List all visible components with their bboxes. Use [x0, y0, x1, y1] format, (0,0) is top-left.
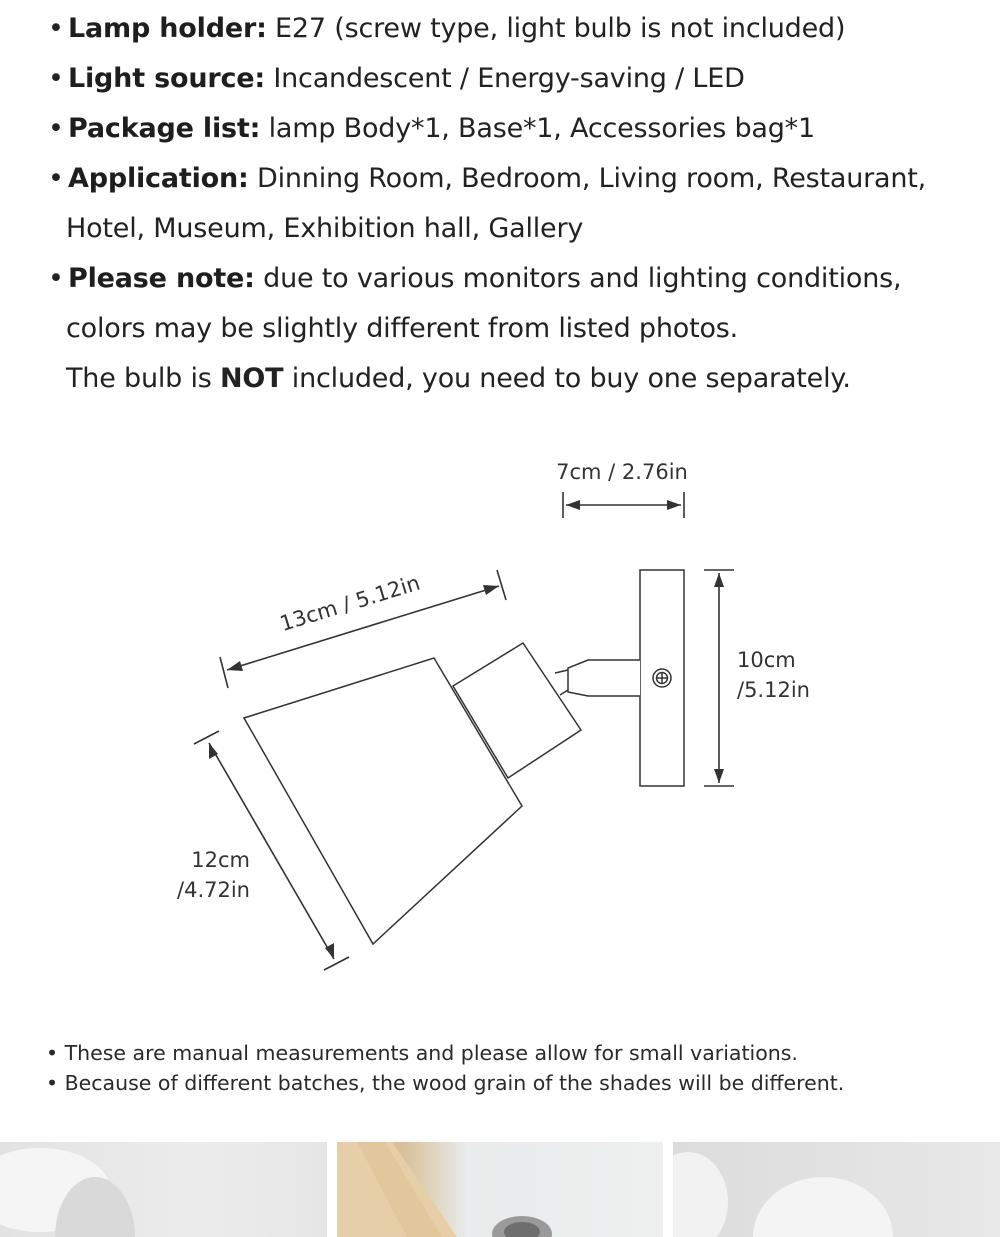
photo-content	[337, 1142, 663, 1237]
dimension-tick	[497, 570, 506, 600]
spec-value: lamp Body*1, Base*1, Accessories bag*1	[260, 113, 815, 144]
shade-height-label-in: /4.72in	[177, 878, 250, 902]
bulb-note-emphasis: NOT	[220, 363, 284, 394]
screw-icon	[653, 669, 671, 687]
lamp-arm-connector-detail	[555, 670, 568, 673]
spec-value: E27 (screw type, light bulb is not included)	[266, 13, 846, 44]
spec-value-continued: Hotel, Museum, Exhibition hall, Gallery	[66, 213, 584, 244]
product-photo-strip	[0, 1142, 1000, 1237]
bullet-icon: •	[48, 63, 64, 94]
note-line-wood-grain: • Because of different batches, the wood grain of the shades will be different.	[46, 1071, 845, 1095]
base-width-dimension	[563, 492, 684, 518]
product-photo	[337, 1142, 663, 1237]
spec-label: Please note:	[68, 263, 255, 294]
spec-label: Package list:	[68, 113, 261, 144]
bullet-icon: •	[46, 1041, 65, 1065]
bulb-note-pre: The bulb is	[66, 363, 221, 394]
spec-value: Incandescent / Energy-saving / LED	[265, 63, 745, 94]
spec-package-list	[48, 104, 988, 154]
note-line-measurements: • These are manual measurements and please allow for small variations.	[46, 1041, 798, 1065]
spec-application-continued	[48, 204, 988, 254]
lamp-arm-connector-detail	[560, 690, 568, 695]
lamp-arm-connector	[568, 660, 640, 696]
base-width-label: 7cm / 2.76in	[556, 460, 688, 484]
bullet-icon: •	[46, 1071, 65, 1095]
arrow-head	[714, 573, 724, 587]
spec-bulb-note	[48, 354, 988, 404]
bullet-icon: •	[48, 263, 64, 294]
arrow-head	[667, 500, 681, 510]
spec-label: Light source:	[68, 63, 265, 94]
dimension-tick	[194, 731, 219, 744]
spec-please-note-continued	[48, 304, 988, 354]
spec-value-continued: colors may be slightly different from listed photos.	[66, 313, 739, 344]
spec-value: Dinning Room, Bedroom, Living room, Restaurant,	[248, 163, 927, 194]
bullet-icon: •	[48, 113, 64, 144]
bulb-note-post: included, you need to buy one separately.	[283, 363, 851, 394]
dimension-tick	[220, 657, 228, 688]
bullet-icon: •	[48, 163, 64, 194]
base-height-label-cm: 10cm	[737, 648, 796, 672]
spec-value: due to various monitors and lighting conditions,	[254, 263, 902, 294]
product-photo	[673, 1142, 1000, 1237]
dimension-tick	[324, 957, 349, 970]
arrow-head	[566, 500, 580, 510]
arrow-head	[227, 661, 243, 671]
shade-length-label: 13cm / 5.12in	[277, 570, 423, 636]
base-height-dimension	[704, 570, 734, 786]
base-height-label-in: /5.12in	[737, 678, 810, 702]
dimension-drawing	[0, 430, 1000, 1030]
arrow-head	[483, 585, 499, 595]
specifications-list	[48, 4, 988, 404]
photo-content	[0, 1142, 327, 1237]
spec-lamp-holder	[48, 4, 988, 54]
product-photo	[0, 1142, 327, 1237]
spec-light-source	[48, 54, 988, 104]
spec-label: Application:	[68, 163, 249, 194]
shade-height-label-cm: 12cm	[191, 848, 250, 872]
bullet-icon: •	[48, 13, 64, 44]
arrow-head	[714, 769, 724, 783]
measurement-notes	[46, 1038, 844, 1098]
spec-label: Lamp holder:	[68, 13, 267, 44]
photo-content	[673, 1142, 1000, 1237]
spec-please-note	[48, 254, 988, 304]
spec-application	[48, 154, 988, 204]
